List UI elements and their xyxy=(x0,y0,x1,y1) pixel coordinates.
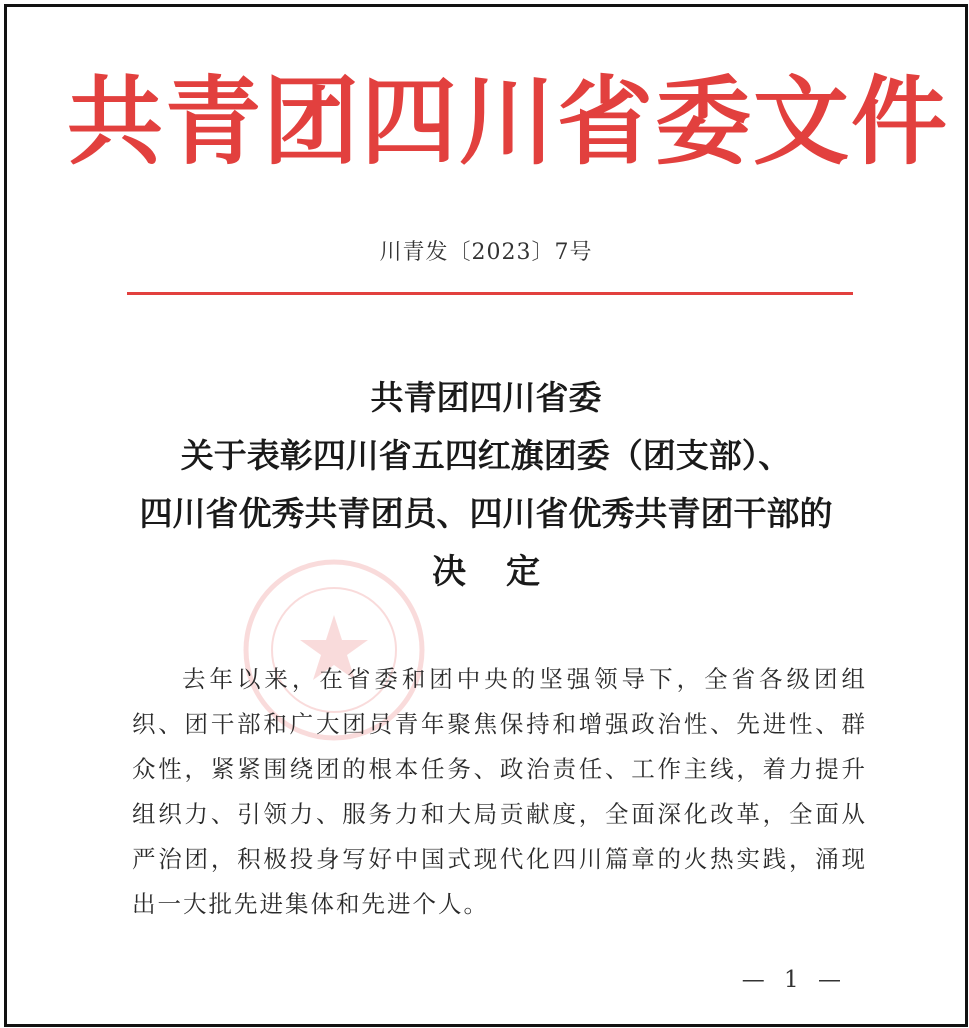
title-line-decision: 决定 xyxy=(432,552,580,592)
document-frame xyxy=(4,4,968,1027)
masthead-title: 共青团四川省委文件 xyxy=(67,65,949,178)
body-paragraph: 去年以来，在省委和团中央的坚强领导下，全省各级团组织、团干部和广大团员青年聚焦保持和增强政治性、先进性、群众性，紧紧围绕团的根本任务、政治责任、工作主线，着力提升组织力、引领力、服务力和大局贡献度，全面深化改革，全面从严治团，积极投身写好中国式现代化四川篇章的火热实践，涌现出一大批先进集体和先进个人。 xyxy=(132,665,867,918)
document-number: 川青发〔2023〕7号 xyxy=(379,240,593,265)
title-line-subject-1: 关于表彰四川省五四红旗团委（团支部）、 xyxy=(180,436,792,475)
red-divider-rule xyxy=(127,292,853,295)
title-line-subject-2: 四川省优秀共青团员、四川省优秀共青团干部的 xyxy=(139,494,833,533)
document-page xyxy=(7,7,965,1024)
title-line-issuer: 共青团四川省委 xyxy=(370,378,602,417)
document-title xyxy=(7,369,965,601)
page-number: — 1 — xyxy=(741,967,847,993)
